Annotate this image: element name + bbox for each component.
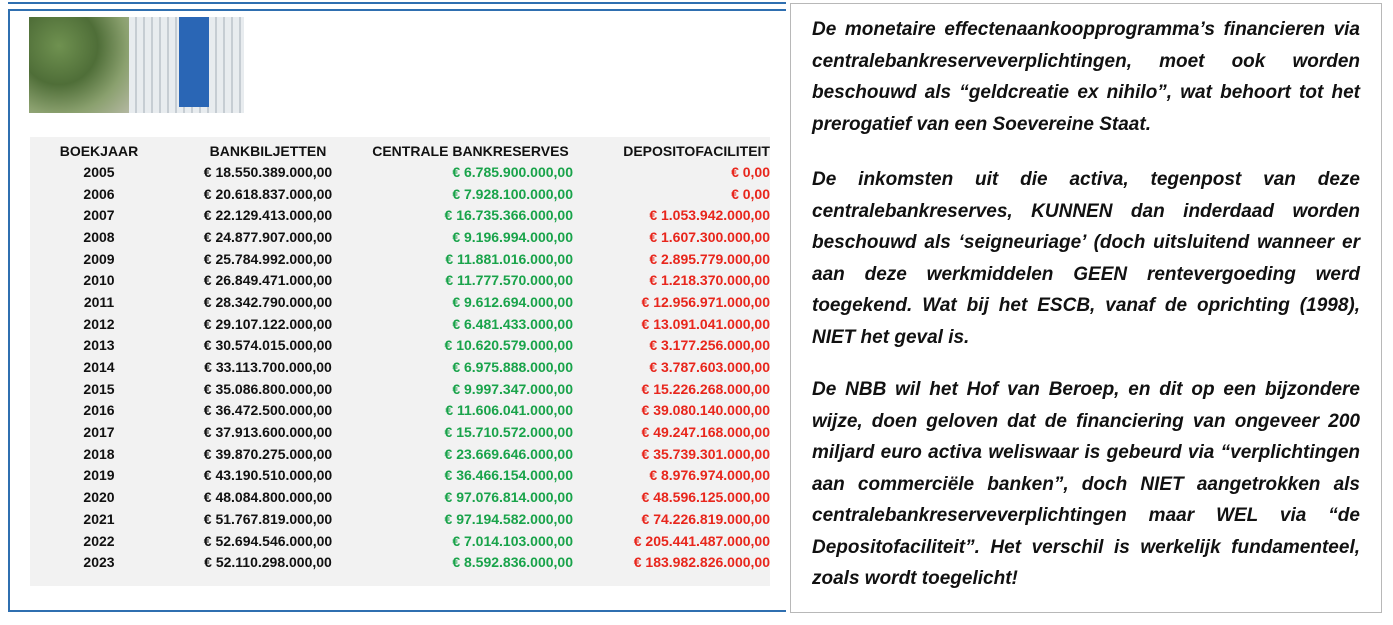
cell-deposit: € 3.787.603.000,00 <box>649 359 770 376</box>
cell-year: 2019 <box>83 467 115 484</box>
header-deposit: DEPOSITOFACILITEIT <box>623 142 770 159</box>
cell-reserves: € 9.196.994.000,00 <box>452 228 573 245</box>
table-row <box>30 486 770 508</box>
table-row <box>30 400 770 422</box>
building-photo <box>29 17 244 113</box>
cell-reserves: € 9.612.694.000,00 <box>452 293 573 310</box>
cell-year: 2010 <box>83 272 115 289</box>
table-row <box>30 183 770 205</box>
cell-deposit: € 205.441.487.000,00 <box>633 532 770 549</box>
cell-bank: € 39.870.275.000,00 <box>203 445 333 462</box>
cell-reserves: € 11.881.016.000,00 <box>445 250 573 267</box>
paragraph-3: De NBB wil het Hof van Beroep, en dit op een bijzondere wijze, doen geloven dat de financiering van ongeveer 200 miljard euro activa weliswaar is gebeurd via “verplichtingen aan commerciële banken”, doch NIET aangetrokken als centralebankreserveverplichtingen maar WEL via “de Depositofaciliteit”. Het verschil is werkelijk fundamenteel, zoals wordt toegelicht! <box>812 379 1360 589</box>
top-frame-line <box>8 2 786 4</box>
cell-year: 2005 <box>83 163 115 180</box>
cell-year: 2017 <box>83 424 115 441</box>
cell-deposit: € 0,00 <box>731 163 770 180</box>
cell-bank: € 52.694.546.000,00 <box>203 532 333 549</box>
table-row <box>30 551 770 573</box>
cell-year: 2020 <box>83 489 115 506</box>
cell-year: 2016 <box>83 402 115 419</box>
table-row <box>30 443 770 465</box>
cell-bank: € 25.784.992.000,00 <box>203 250 333 267</box>
header-reserves: CENTRALE BANKRESERVES <box>372 142 569 159</box>
cell-deposit: € 74.226.819.000,00 <box>641 510 770 527</box>
table-row <box>30 226 770 248</box>
cell-deposit: € 15.226.268.000,00 <box>641 380 770 397</box>
table-row <box>30 335 770 357</box>
cell-deposit: € 0,00 <box>731 185 770 202</box>
cell-bank: € 51.767.819.000,00 <box>203 510 333 527</box>
cell-deposit: € 2.895.779.000,00 <box>649 250 770 267</box>
table-row <box>30 530 770 552</box>
cell-deposit: € 1.607.300.000,00 <box>649 228 770 245</box>
cell-year: 2007 <box>83 207 115 224</box>
cell-bank: € 26.849.471.000,00 <box>203 272 333 289</box>
table-row <box>30 421 770 443</box>
cell-reserves: € 16.735.366.000,00 <box>444 207 573 224</box>
cell-year: 2023 <box>83 554 115 571</box>
cell-bank: € 20.618.837.000,00 <box>203 185 333 202</box>
cell-reserves: € 15.710.572.000,00 <box>444 424 573 441</box>
cell-reserves: € 6.785.900.000,00 <box>452 163 573 180</box>
cell-reserves: € 9.997.347.000,00 <box>452 380 573 397</box>
cell-bank: € 29.107.122.000,00 <box>203 315 333 332</box>
cell-deposit: € 48.596.125.000,00 <box>641 489 770 506</box>
table-row <box>30 269 770 291</box>
cell-reserves: € 36.466.154.000,00 <box>444 467 573 484</box>
cell-year: 2011 <box>83 293 115 310</box>
financial-table <box>30 140 770 573</box>
table-row <box>30 313 770 335</box>
cell-year: 2021 <box>83 510 115 527</box>
cell-deposit: € 13.091.041.000,00 <box>641 315 770 332</box>
table-row <box>30 248 770 270</box>
cell-reserves: € 7.014.103.000,00 <box>452 532 573 549</box>
header-year: BOEKJAAR <box>59 142 139 159</box>
cell-year: 2014 <box>83 359 115 376</box>
cell-year: 2013 <box>83 337 115 354</box>
table-row <box>30 465 770 487</box>
paragraph-1: De monetaire effectenaankoopprogramma’s financieren via centralebankreserveverplichtingen, moet ook worden beschouwd als “geldcreatie ex nihilo”, wat behoort tot het prerogatief van een Soevereine Staat. <box>812 19 1360 135</box>
cell-bank: € 30.574.015.000,00 <box>203 337 333 354</box>
cell-bank: € 36.472.500.000,00 <box>203 402 333 419</box>
cell-reserves: € 97.076.814.000,00 <box>444 489 573 506</box>
cell-deposit: € 12.956.971.000,00 <box>641 293 770 310</box>
table-row <box>30 356 770 378</box>
cell-bank: € 18.550.389.000,00 <box>203 163 333 180</box>
cell-year: 2012 <box>83 315 115 332</box>
cell-reserves: € 11.777.570.000,00 <box>445 272 573 289</box>
cell-bank: € 37.913.600.000,00 <box>203 424 333 441</box>
header-bank: BANKBILJETTEN <box>209 142 327 159</box>
cell-reserves: € 7.928.100.000,00 <box>452 185 573 202</box>
cell-bank: € 24.877.907.000,00 <box>203 228 333 245</box>
cell-bank: € 35.086.800.000,00 <box>203 380 333 397</box>
table-row <box>30 204 770 226</box>
cell-deposit: € 49.247.168.000,00 <box>641 424 770 441</box>
cell-reserves: € 23.669.646.000,00 <box>444 445 573 462</box>
cell-deposit: € 1.053.942.000,00 <box>649 207 770 224</box>
cell-reserves: € 6.975.888.000,00 <box>452 359 573 376</box>
cell-year: 2018 <box>83 445 115 462</box>
cell-reserves: € 6.481.433.000,00 <box>452 315 573 332</box>
cell-deposit: € 3.177.256.000,00 <box>649 337 770 354</box>
cell-bank: € 28.342.790.000,00 <box>203 293 333 310</box>
cell-bank: € 52.110.298.000,00 <box>204 554 332 571</box>
cell-reserves: € 97.194.582.000,00 <box>444 510 573 527</box>
table-row <box>30 508 770 530</box>
cell-reserves: € 11.606.041.000,00 <box>445 402 573 419</box>
table-row <box>30 291 770 313</box>
cell-reserves: € 10.620.579.000,00 <box>444 337 573 354</box>
cell-bank: € 48.084.800.000,00 <box>203 489 333 506</box>
tree-foliage <box>29 17 129 113</box>
table-header-row <box>30 140 770 161</box>
table-row <box>30 161 770 183</box>
bank-banner <box>179 17 209 107</box>
cell-deposit: € 35.739.301.000,00 <box>641 445 770 462</box>
cell-deposit: € 183.982.826.000,00 <box>633 554 770 571</box>
cell-year: 2022 <box>83 532 115 549</box>
cell-year: 2006 <box>83 185 115 202</box>
cell-bank: € 22.129.413.000,00 <box>203 207 333 224</box>
cell-year: 2008 <box>83 228 115 245</box>
cell-deposit: € 39.080.140.000,00 <box>641 402 770 419</box>
cell-year: 2009 <box>83 250 115 267</box>
paragraph-2: De inkomsten uit die activa, tegenpost van deze centralebankreserves, KUNNEN dan inderdaad worden beschouwd als ‘seigneuriage’ (doch uitsluitend wanneer er aan deze werkmiddelen GEEN rentevergoeding werd toegekend. Wat bij het ESCB, vanaf de oprichting (1998), NIET het geval is. <box>812 169 1360 348</box>
cell-reserves: € 8.592.836.000,00 <box>452 554 573 571</box>
cell-deposit: € 1.218.370.000,00 <box>649 272 770 289</box>
cell-year: 2015 <box>83 380 115 397</box>
table-row <box>30 378 770 400</box>
cell-deposit: € 8.976.974.000,00 <box>649 467 770 484</box>
cell-bank: € 43.190.510.000,00 <box>203 467 333 484</box>
cell-bank: € 33.113.700.000,00 <box>204 359 332 376</box>
